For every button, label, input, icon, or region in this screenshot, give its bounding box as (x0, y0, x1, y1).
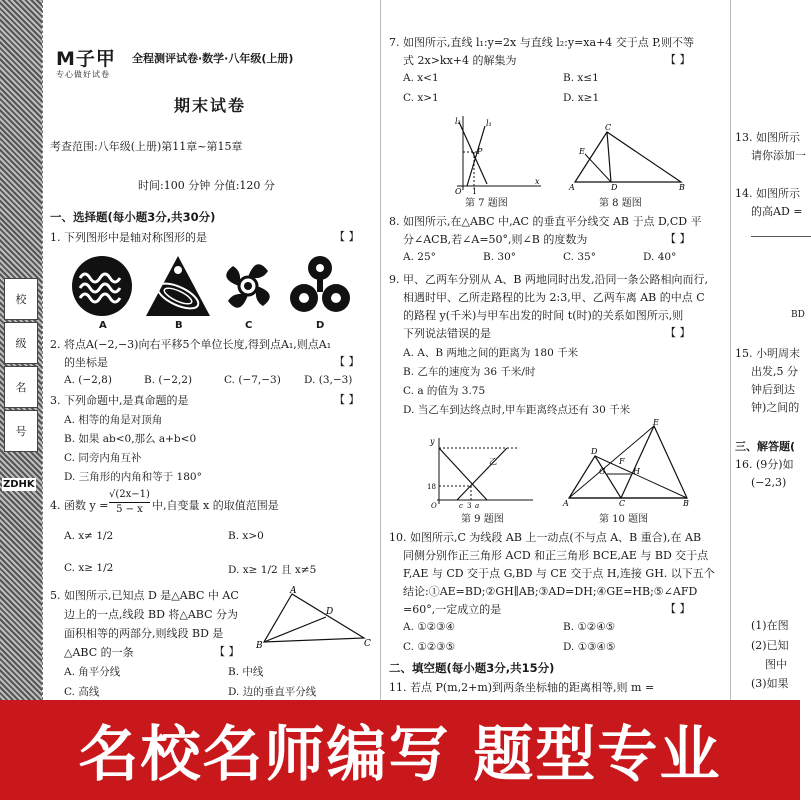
q9-option-b: B. 乙车的速度为 36 千米/时 (403, 366, 536, 378)
q10-line3: F,AE 与 CD 交于点 G,BD 与 CE 交于点 H,连接 GH. 以下五个 (403, 567, 715, 580)
fig9-label-18: 18 (427, 483, 436, 491)
q8-line1: 8. 如图所示,在△ABC 中,AC 的垂直平分线交 AB 于点 D,CD 平 (389, 215, 702, 228)
q9-graph-figure (427, 434, 537, 510)
fig10-label-e: E (653, 418, 659, 427)
stub-number: 号 (4, 410, 38, 452)
q10-answer-bracket: 【 】 (665, 602, 691, 615)
q5-label-c: C (364, 639, 371, 649)
fig8-label-d: D (611, 183, 618, 192)
fig10-label-a: A (563, 499, 569, 508)
q11-stem: 11. 若点 P(m,2+m)到两条坐标轴的距离相等,则 m = (389, 681, 655, 694)
right-frag-2: 14. 如图所示 (735, 187, 800, 200)
q9-line2: 相遇时甲、乙所走路程的比为 2:3,甲、乙两车离 AB 的中点 C (403, 291, 705, 304)
q1-label-d: D (316, 320, 325, 331)
q4-option-a: A. x≠ 1/2 (64, 530, 114, 542)
fig7-label-x: x (535, 177, 540, 186)
fig10-label-c: C (619, 499, 626, 508)
fig7-label-l2: l₂ (455, 117, 461, 126)
q10-option-d: D. ①③④⑤ (563, 641, 616, 653)
binding-strip (0, 0, 42, 700)
right-frag-0: 13. 如图所示 (735, 131, 800, 144)
fig7-label-p: P (477, 147, 483, 156)
q5-option-b: B. 中线 (228, 666, 264, 678)
figure-b-triangle (146, 256, 210, 316)
fig7-label-l1: l₁ (486, 119, 492, 128)
section-fill-heading: 二、填空题(每小题3分,共15分) (389, 661, 555, 675)
strip-code: ZDHK (3, 479, 35, 490)
q7-line1: 7. 如图所示,直线 l₁:y=2x 与直线 l₂:y=xa+4 交于点 P,则不等 (389, 36, 694, 49)
right-frag-1: 请你添加一 (751, 149, 806, 162)
q2-option-c: C. (−7,−3) (224, 374, 281, 386)
q5-label-d: D (326, 607, 334, 617)
section-choice-heading: 一、选择题(每小题3分,共30分) (50, 210, 216, 224)
q4-denominator: 5 − x (116, 504, 143, 515)
fig8-caption: 第 8 题图 (599, 198, 642, 209)
right-frag-13: (2)已知 (751, 639, 789, 652)
q7-answer-bracket: 【 】 (665, 53, 691, 66)
q9-line3: 的路程 y(千米)与甲车出发的时间 t(时)的关系如图所示,则 (403, 309, 684, 322)
right-frag-3: 的高AD = (751, 205, 803, 218)
q4-option-b: B. x>0 (228, 530, 264, 542)
page-left (46, 0, 374, 700)
right-frag-11: (−2,3) (751, 476, 787, 489)
q10-line1: 10. 如图所示,C 为线段 AB 上一动点(不与点 A、B 重合),在 AB (389, 531, 702, 544)
fig9-caption: 第 9 题图 (461, 514, 504, 525)
q9-option-d: D. 当乙车到达终点时,甲车距离终点还有 30 千米 (403, 404, 631, 416)
fig8-label-c: C (605, 123, 612, 132)
logo-text: M子甲 (56, 48, 116, 70)
fig8-label-e: E (579, 147, 585, 156)
q2-option-b: B. (−2,2) (144, 374, 193, 386)
q9-option-a: A. A、B 两地之间的距离为 180 千米 (403, 347, 579, 359)
q5-answer-bracket: 【 】 (214, 645, 240, 658)
figure-c-pinwheel (226, 264, 269, 307)
q3-option-c: C. 同旁内角互补 (64, 452, 142, 464)
right-frag-9: 三、解答题( (735, 440, 796, 453)
stub-school: 校 (4, 278, 38, 320)
q10-line4: 结论:①AE=BD;②GH∥AB;③AD=DH;④GE=HB;⑤∠AFD (403, 585, 698, 598)
q4-stem-a: 4. 函数 y = (50, 499, 109, 512)
time-score: 时间:100 分钟 分值:120 分 (138, 179, 275, 192)
q10-option-c: C. ①②③⑤ (403, 641, 455, 653)
q5-option-a: A. 角平分线 (64, 666, 121, 678)
fig10-label-g: G (599, 467, 606, 476)
q8-option-b: B. 30° (483, 251, 517, 263)
q10-option-b: B. ①②④⑤ (563, 621, 616, 633)
q1-label-a: A (99, 320, 107, 331)
q7-option-d: D. x≥1 (563, 92, 600, 104)
fig9-label-o: O (431, 502, 437, 510)
q4-numerator: √(2x−1) (109, 488, 150, 503)
fig9-label-a: a (475, 502, 480, 510)
exam-range: 考查范围:八年级(上册)第11章~第15章 (50, 140, 243, 153)
q1-answer-bracket: 【 】 (334, 230, 360, 243)
q3-stem: 3. 下列命题中,是真命题的是 (50, 394, 189, 407)
q7-option-b: B. x≤1 (563, 72, 599, 84)
page-right-cropped (730, 0, 806, 700)
q8-triangle-figure (567, 124, 689, 190)
figure-d-clover (290, 256, 350, 312)
q3-option-a: A. 相等的角是对顶角 (64, 414, 163, 426)
q3-answer-bracket: 【 】 (334, 393, 360, 406)
q4-fraction (109, 488, 150, 517)
q7-option-a: A. x<1 (403, 72, 439, 84)
fig9-label-y: y (430, 437, 435, 446)
fig7-caption: 第 7 题图 (465, 198, 508, 209)
q8-option-a: A. 25° (403, 251, 436, 263)
q4-option-c: C. x≥ 1/2 (64, 562, 114, 574)
q8-answer-bracket: 【 】 (665, 232, 691, 245)
right-frag-6: 出发,5 分 (751, 365, 798, 378)
q5-option-d: D. 边的垂直平分线 (228, 686, 317, 698)
q9-line1: 9. 甲、乙两车分别从 A、B 两地同时出发,沿同一条公路相向而行, (389, 273, 709, 286)
q9-answer-bracket: 【 】 (665, 326, 691, 339)
fig8-label-a: A (569, 183, 575, 192)
fig8-label-b: B (679, 183, 685, 192)
fig9-label-yi: 乙 (489, 457, 497, 466)
figure-a-waves-circle (72, 256, 132, 316)
logo-tagline: 专心做好试卷 (56, 70, 110, 79)
q2-option-d: D. (3,−3) (304, 374, 353, 386)
right-frag-4: BD (791, 310, 805, 320)
banner-slogan: 名校名师编写 题型专业 (78, 720, 722, 790)
right-frag-5: 15. 小明周末 (735, 347, 800, 360)
q2-answer-bracket: 【 】 (334, 355, 360, 368)
q9-option-c: C. a 的值为 3.75 (403, 385, 486, 397)
fig7-label-1: 1 (472, 187, 478, 196)
q2-line2: 的坐标是 (64, 356, 108, 369)
right-frag-12: (1)在图 (751, 619, 789, 632)
stub-name: 名 (4, 366, 38, 408)
q2-line1: 2. 将点A(−2,−3)向右平移5个单位长度,得到点A₁,则点A₁ (50, 338, 332, 351)
q5-option-c: C. 高线 (64, 686, 100, 698)
q8-line2: 分∠ACB,若∠A=50°,则∠B 的度数为 (403, 233, 588, 246)
fig10-caption: 第 10 题图 (599, 514, 649, 525)
q2-option-a: A. (−2,8) (64, 374, 112, 386)
q1-label-c: C (245, 320, 253, 331)
q5-line1: 5. 如图所示,已知点 D 是△ABC 中 AC (50, 589, 239, 602)
q5-label-b: B (256, 641, 263, 651)
right-frag-10: 16. (9分)如 (735, 458, 794, 471)
q1-label-b: B (175, 320, 183, 331)
q8-option-d: D. 40° (643, 251, 677, 263)
q9-line4: 下列说法错误的是 (403, 327, 491, 340)
fig9-label-c: c (459, 502, 463, 510)
q10-triangles-figure (563, 420, 693, 506)
brand-logo (56, 44, 116, 80)
q1-stem: 1. 下列图形中是轴对称图形的是 (50, 231, 207, 244)
right-frag-7: 钟后到达 (751, 383, 795, 396)
fig10-label-d: D (591, 447, 598, 456)
right-frag-8: 钟)之间的 (751, 401, 800, 414)
page-title: 期末试卷 (173, 96, 246, 115)
q5-triangle-figure (256, 588, 371, 650)
page-middle (380, 0, 726, 700)
fig9-label-3: 3 (467, 502, 472, 510)
q8-option-c: C. 35° (563, 251, 596, 263)
series-title: 全程测评试卷·数学·八年级(上册) (132, 52, 294, 65)
q3-option-d: D. 三角形的内角和等于 180° (64, 471, 202, 483)
promo-banner (0, 700, 800, 800)
q5-line4: △ABC 的一条 (64, 646, 134, 659)
q10-line5: =60°,一定成立的是 (403, 603, 502, 616)
q4-option-d: D. x≥ 1/2 且 x≠5 (228, 564, 317, 576)
q5-line3: 面积相等的两部分,则线段 BD 是 (64, 627, 224, 640)
q7-option-c: C. x>1 (403, 92, 439, 104)
q4-stem-b: 中,自变量 x 的取值范围是 (152, 499, 279, 512)
fig7-label-o: O (455, 187, 462, 196)
right-answer-line (751, 236, 811, 237)
q1-figures (66, 252, 366, 322)
q5-line2: 边上的一点,线段 BD 将△ABC 分为 (64, 608, 238, 621)
q7-graph-figure (447, 112, 547, 196)
fig10-label-b: B (683, 499, 689, 508)
right-frag-14: 图中 (765, 658, 787, 671)
right-frag-15: (3)如果 (751, 677, 789, 690)
q10-option-a: A. ①②③④ (403, 621, 455, 633)
stub-class: 级 (4, 322, 38, 364)
q3-option-b: B. 如果 ab<0,那么 a+b<0 (64, 433, 197, 445)
q10-line2: 同侧分别作正三角形 ACD 和正三角形 BCE,AE 与 BD 交于点 (403, 549, 709, 562)
fig10-label-h: H (633, 467, 640, 476)
fig10-label-f: F (619, 457, 625, 466)
q7-line2: 式 2x>kx+4 的解集为 (403, 54, 517, 67)
q5-label-a: A (290, 586, 297, 596)
